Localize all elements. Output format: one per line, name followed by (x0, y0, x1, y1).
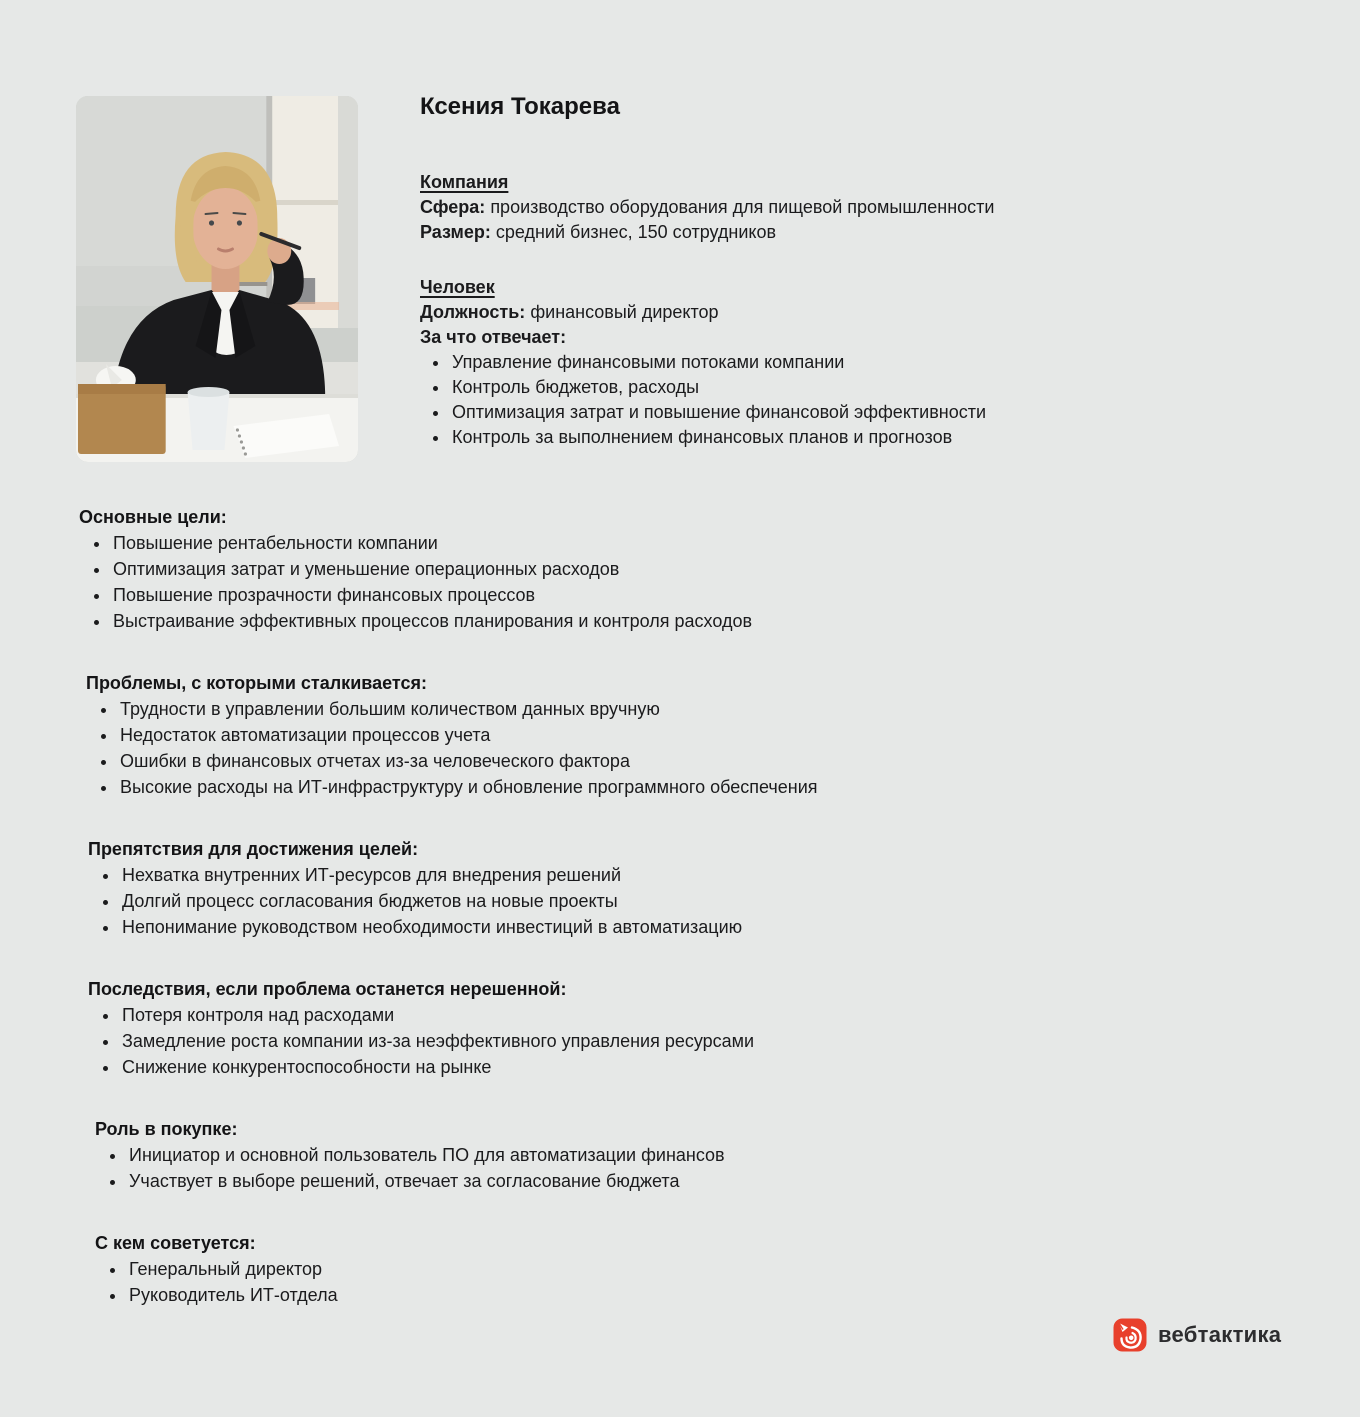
list-item: • Управление финансовыми потоками компании (450, 350, 1130, 375)
section-list (88, 1002, 1139, 1080)
list-item: • Участвует в выборе решений, отвечает за согласование бюджета (127, 1168, 1139, 1194)
profile-column (420, 92, 1130, 450)
company-heading: Компания (420, 172, 509, 192)
list-item: • Генеральный директор (127, 1256, 1139, 1282)
list-item: • Оптимизация затрат и уменьшение операционных расходов (111, 556, 1139, 582)
field-value: финансовый директор (530, 302, 719, 322)
list-item: • Трудности в управлении большим количеством данных вручную (118, 696, 1139, 722)
list-item: • Потеря контроля над расходами (120, 1002, 1139, 1028)
list-item: • Инициатор и основной пользователь ПО для автоматизации финансов (127, 1142, 1139, 1168)
person-heading: Человек (420, 277, 495, 297)
list-item: • Нехватка внутренних ИТ-ресурсов для внедрения решений (120, 862, 1139, 888)
section-heading: Проблемы, с которыми сталкивается: (86, 673, 427, 693)
section-heading: Роль в покупке: (95, 1119, 238, 1139)
list-item: • Замедление роста компании из-за неэффективного управления ресурсами (120, 1028, 1139, 1054)
section-list (86, 696, 1139, 800)
section-problems (86, 670, 1139, 800)
responsibilities-list (420, 350, 1130, 450)
section-list (79, 530, 1139, 634)
field-label: Должность: (420, 302, 526, 322)
section-heading: Основные цели: (79, 507, 227, 527)
list-item: • Выстраивание эффективных процессов планирования и контроля расходов (111, 608, 1139, 634)
brand-logo (1113, 1318, 1281, 1352)
field-value: средний бизнес, 150 сотрудников (495, 222, 777, 242)
section-list (95, 1256, 1139, 1308)
field-label: Сфера: (420, 197, 486, 217)
brand-logo-text: вебтактика (1158, 1322, 1282, 1347)
persona-photo-illustration (76, 96, 358, 462)
section-list (95, 1142, 1139, 1194)
list-item: • Долгий процесс согласования бюджетов на новые проекты (120, 888, 1139, 914)
field-value: производство оборудования для пищевой промышленности (490, 197, 995, 217)
responsibilities-label: За что отвечает: (420, 327, 567, 347)
persona-photo (76, 96, 358, 462)
list-item: • Контроль за выполнением финансовых планов и прогнозов (450, 425, 1130, 450)
section-list (88, 862, 1139, 940)
company-section (420, 170, 1130, 245)
list-item: • Контроль бюджетов, расходы (450, 375, 1130, 400)
list-item: • Повышение рентабельности компании (111, 530, 1139, 556)
section-purchase-role (95, 1116, 1139, 1194)
list-item: • Снижение конкурентоспособности на рынке (120, 1054, 1139, 1080)
list-item: • Повышение прозрачности финансовых процессов (111, 582, 1139, 608)
section-heading: Последствия, если проблема останется нерешенной: (88, 979, 567, 999)
list-item: • Оптимизация затрат и повышение финансовой эффективности (450, 400, 1130, 425)
list-item: • Руководитель ИТ-отдела (127, 1282, 1139, 1308)
person-section (420, 275, 1130, 450)
company-field-size (420, 220, 1130, 245)
persona-name: Ксения Токарева (420, 93, 620, 120)
section-heading: С кем советуется: (95, 1233, 256, 1253)
company-field-sphere (420, 195, 1130, 220)
list-item: • Недостаток автоматизации процессов учета (118, 722, 1139, 748)
section-obstacles (88, 836, 1139, 940)
list-item: • Непонимание руководством необходимости инвестиций в автоматизацию (120, 914, 1139, 940)
section-goals (79, 504, 1139, 634)
list-item: • Высокие расходы на ИТ-инфраструктуру и обновление программного обеспечения (118, 774, 1139, 800)
target-dart-icon (1113, 1318, 1147, 1352)
persona-sections (79, 504, 1139, 1308)
person-field-position (420, 300, 1130, 325)
list-item: • Ошибки в финансовых отчетах из-за человеческого фактора (118, 748, 1139, 774)
section-heading: Препятствия для достижения целей: (88, 839, 419, 859)
field-label: Размер: (420, 222, 491, 242)
section-consequences (88, 976, 1139, 1080)
section-consults-with (95, 1230, 1139, 1308)
